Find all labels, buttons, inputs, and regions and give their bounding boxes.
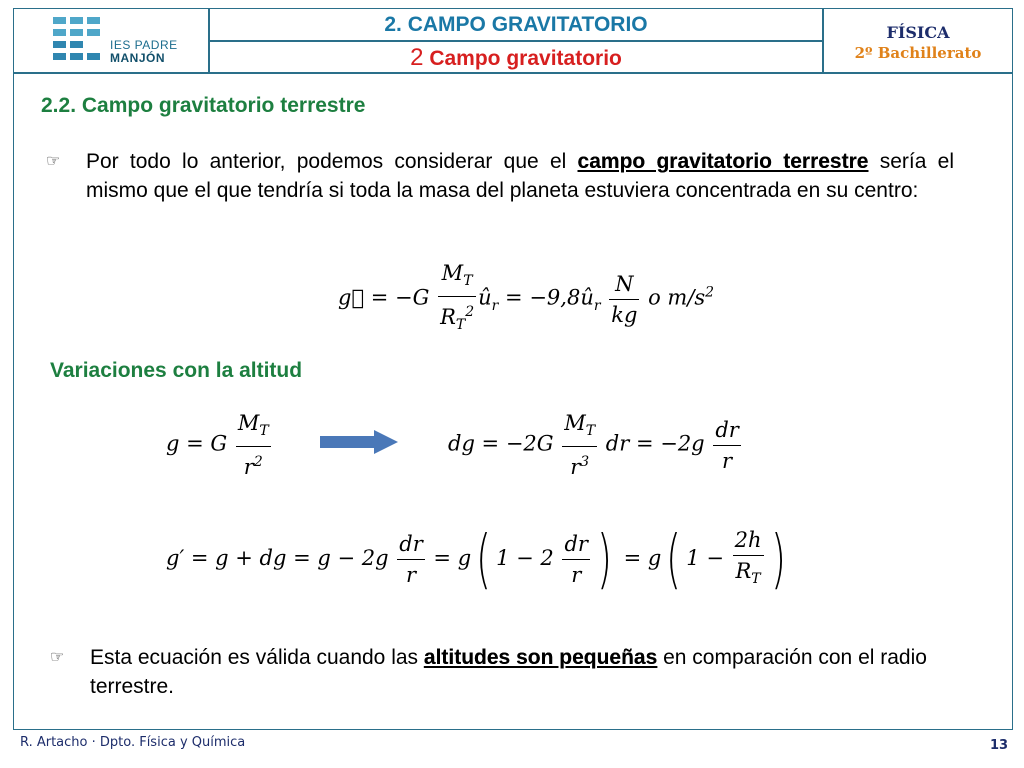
paragraph-2-highlight: altitudes son pequeñas <box>423 646 658 669</box>
eq-g-num-sub: T <box>259 423 269 440</box>
eq1-lhs: g⃗ = −G <box>338 285 430 310</box>
logo-grid-icon <box>53 17 103 61</box>
eq-dg-den-sup: 3 <box>580 454 590 471</box>
eq-g-den: r <box>243 455 254 480</box>
eq1-den-sup: 2 <box>465 304 475 321</box>
lesson-number: 2 <box>410 44 424 71</box>
eq-dg-num-sub: T <box>585 423 596 440</box>
right-paren-2: ) <box>770 522 786 597</box>
equation-gravity-field <box>338 258 714 340</box>
paragraph-1-text-a: Por todo lo anterior, podemos considerar que el <box>86 150 578 173</box>
eq1-units: o m/s <box>641 285 706 310</box>
eq1-mid: = −9,8û <box>498 285 594 310</box>
pointing-hand-icon: ☞ <box>46 153 61 170</box>
unit-title: 2. CAMPO GRAVITATORIO <box>209 8 823 41</box>
eq-gp-f2-num: dr <box>562 529 589 560</box>
eq-gp-one-minus: 1 − <box>686 546 724 571</box>
subject-box <box>823 8 1013 73</box>
eq1-num: M <box>441 261 464 285</box>
right-paren-1: ) <box>596 522 612 597</box>
eq-dg-dr-num: dr <box>713 415 740 446</box>
eq-gp-f3-num: 2h <box>733 525 764 556</box>
eq-gp-one-minus-2: 1 − 2 <box>496 546 554 571</box>
eq-g-lhs: g = G <box>166 431 228 456</box>
page-number: 13 <box>989 738 1009 753</box>
eq-gp-fraction-2 <box>562 529 589 590</box>
eq1-units-num: N <box>609 269 639 300</box>
equation-g-prime <box>166 522 790 597</box>
equation-g <box>166 408 273 482</box>
eq1-fraction-units <box>609 269 639 330</box>
eq-gp-eq-g-2: = g <box>616 546 662 571</box>
eq-gp-eq-g-1: = g <box>426 546 472 571</box>
eq-dg-mid: dr = −2g <box>599 431 705 456</box>
eq1-ur: û <box>478 285 492 310</box>
lesson-title-text: Campo gravitatorio <box>429 47 622 70</box>
eq1-den-sub: T <box>455 317 466 334</box>
eq-dg-dr-den: r <box>722 448 733 473</box>
eq-dg-lhs: dg = −2G <box>448 431 554 456</box>
eq-g-den-sup: 2 <box>253 454 263 471</box>
eq-dg-den: r <box>570 455 581 480</box>
paragraph-2 <box>90 643 990 701</box>
school-logo <box>13 8 209 73</box>
paragraph-2-text-b: en comparación con el radio terrestre. <box>90 646 927 698</box>
eq-gp-f1-den: r <box>405 563 417 588</box>
eq-gp-fraction-1 <box>397 529 424 590</box>
eq1-fraction-mass <box>438 258 476 340</box>
eq-gp-lhs: g′ = g + dg = g − 2g <box>166 546 389 571</box>
eq1-units-den: kg <box>611 302 638 327</box>
paragraph-1 <box>86 147 954 205</box>
logo-line2: MANJÓN <box>110 51 166 65</box>
paragraph-1-highlight: campo gravitatorio terrestre <box>577 150 869 173</box>
eq-dg-fraction-dr <box>713 415 740 476</box>
eq-gp-f3-den-sub: T <box>751 571 761 588</box>
paragraph-2-text-a: Esta ecuación es válida cuando las <box>90 646 424 669</box>
course-label: 2º Bachillerato <box>854 44 982 62</box>
left-paren-1: ( <box>476 522 492 597</box>
eq-dg-fraction-mass <box>562 408 597 482</box>
left-paren-2: ( <box>666 522 682 597</box>
eq1-num-sub: T <box>463 273 473 290</box>
eq-gp-fraction-3 <box>733 525 764 594</box>
eq1-mid-sub: r <box>593 297 601 314</box>
eq-g-num: M <box>237 411 260 435</box>
pointing-hand-icon: ☞ <box>50 649 65 666</box>
eq1-ur-sub: r <box>491 297 499 314</box>
equation-dg <box>448 408 743 482</box>
eq-g-fraction <box>236 408 271 482</box>
eq-dg-num: M <box>564 411 586 435</box>
altitude-title: Variaciones con la altitud <box>50 359 303 382</box>
eq-gp-f1-num: dr <box>397 529 424 560</box>
footer-author: R. Artacho · Dpto. Física y Química <box>20 735 246 750</box>
logo-text <box>110 39 178 65</box>
section-title: 2.2. Campo gravitatorio terrestre <box>41 94 366 117</box>
eq1-den: R <box>440 305 456 330</box>
paragraph-1-text-b: sería el mismo que el que tendría si toda la masa del planeta estuviera concentrada en su centro: <box>86 150 954 202</box>
subject-label: FÍSICA <box>886 23 950 42</box>
eq1-units-sup: 2 <box>705 284 715 301</box>
eq-gp-f3-den: R <box>735 559 752 583</box>
eq-gp-f2-den: r <box>571 563 582 588</box>
right-arrow-icon <box>320 430 398 459</box>
logo-line1: IES PADRE <box>110 38 178 52</box>
lesson-title <box>209 41 823 73</box>
